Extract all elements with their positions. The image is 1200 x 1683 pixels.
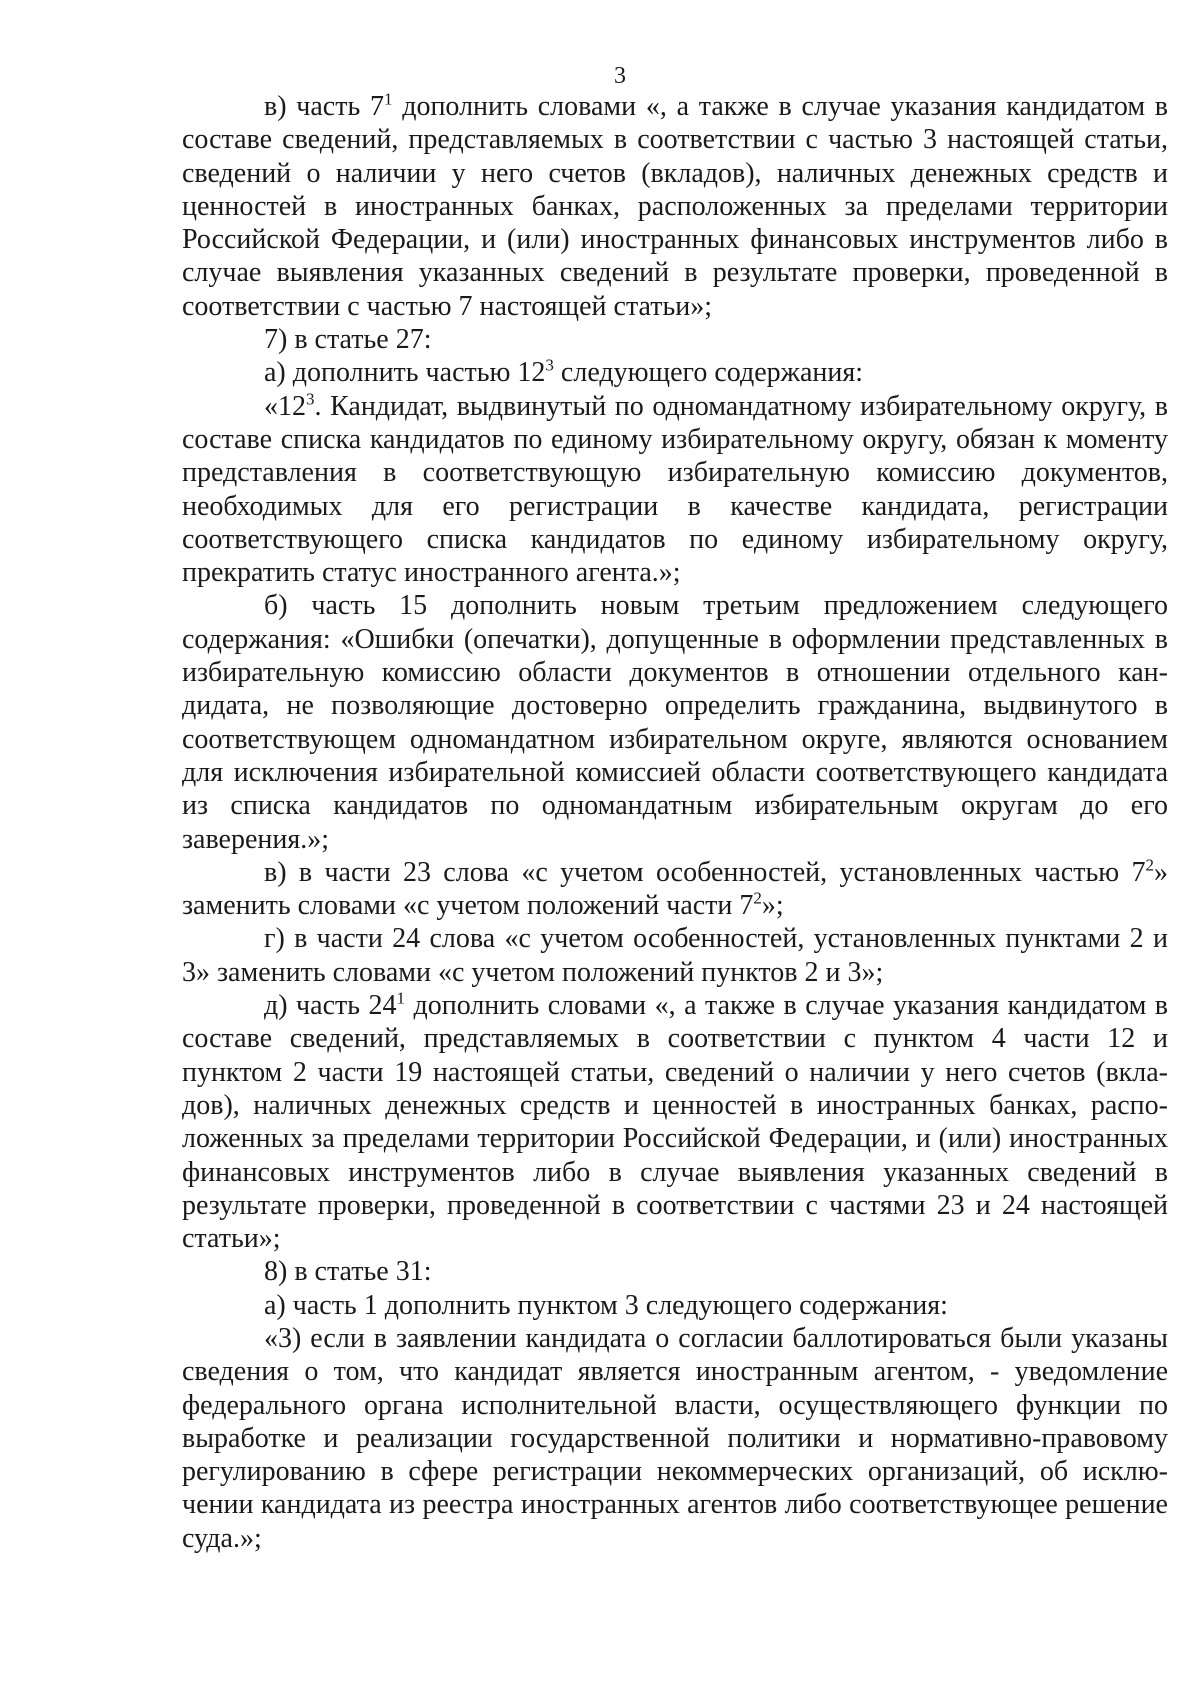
superscript: 2 [753, 888, 762, 908]
text-run: «12 [264, 390, 306, 422]
text-run: в) в части 23 слова «с учетом особенностей, установленных частью 7 [264, 856, 1146, 888]
text-run: г) в части 24 слова «с учетом особенностей, установленных пунктами 2 и 3» заменить словами «с учетом положений пунктов 2 и 3»; [182, 923, 1168, 988]
text-run: д) часть 24 [264, 990, 397, 1022]
text-run: 7) в статье 27: [264, 324, 432, 356]
document-body [182, 90, 1168, 1555]
paragraph-p4 [182, 390, 1168, 590]
text-run: б) часть 15 дополнить новым третьим предложением следующего содержания: «Ошибки (опечатки), допущенные в оформлении представленных в избирательную комиссию области документов в отношении отдельного кандидата, не позволяющие достоверно определить гражданина, выдвинутого в соответствующем одномандатном избирательном округе, являются основанием для исключения избирательной комиссией области соответствующего кандидата из списка кандидатов по одномандатным избирательным округам до его заверения.»; [182, 590, 1168, 855]
paragraph-p1 [182, 90, 1168, 323]
text-run: 8) в статье 31: [264, 1256, 432, 1288]
superscript: 3 [306, 389, 315, 409]
text-run: дополнить словами «, а также в случае указания кандидатом в составе сведений, представляемых в соответствии с частью 3 настоящей статьи, сведений о наличии у него счетов (вкладов), наличных денежных средств и ценностей в иностранных банках, расположенных за пределами территории Российской Федерации, и (или) иностранных финансовых инструментов либо в случае выявления указанных сведений в результате проверки, проведенной в соответствии с частью 7 настоящей статьи»; [182, 91, 1168, 322]
page-number: 3 [614, 63, 626, 89]
text-run: а) дополнить частью 12 [264, 357, 546, 389]
paragraph-p2 [182, 323, 1168, 356]
superscript: 2 [1145, 855, 1154, 875]
paragraph-p3 [182, 356, 1168, 389]
text-run: следующего содержания: [553, 357, 864, 389]
paragraph-p7 [182, 922, 1168, 989]
superscript: 1 [383, 89, 393, 109]
text-run: »; [761, 890, 784, 922]
text-run: . Кандидат, выдвинутый по одномандатному избирательному округу, в составе списка кандидатов по единому избирательному округу, обязан к моменту представления в соответствующую избирательную комиссию документов, необходимых для его регистрации в качестве кандидата, регистрации соответствующего списка кандидатов по единому избирательному округу, прекратить статус иностранного агента.»; [182, 390, 1168, 589]
superscript: 3 [545, 355, 554, 375]
text-run: дополнить словами «, а также в случае указания кандидатом в составе сведений, представляемых в соответствии с пунктом 4 части 12 и пунктом 2 части 19 настоящей статьи, сведений о наличии у него счетов (вкладов), наличных денежных средств и ценностей в иностранных банках, расположенных за пределами территории Российской Федерации, и (или) иностранных финансовых инструментов либо в случае выявления указанных сведений в результате проверки, проведенной в соответствии с частями 23 и 24 настоящей статьи»; [182, 990, 1168, 1255]
text-run: а) часть 1 дополнить пунктом 3 следующего содержания: [264, 1289, 948, 1321]
paragraph-p8 [182, 989, 1168, 1255]
paragraph-p6 [182, 856, 1168, 923]
text-run: в) часть 7 [264, 91, 384, 122]
paragraph-p10 [182, 1289, 1168, 1322]
text-run: «3) если в заявлении кандидата о согласии баллотироваться были указаны сведения о том, что кандидат является иностранным агентом, - уведомление федерального органа исполнительной власти, осуществляющего функции по выработке и реализации государственной политики и нормативно-правовому регулированию в сфере регистрации некоммерческих организаций, об исключении кандидата из реестра иностранных агентов либо соответствующее решение суда.»; [182, 1322, 1168, 1554]
paragraph-p5 [182, 589, 1168, 855]
paragraph-p11 [182, 1322, 1168, 1555]
superscript: 1 [396, 988, 405, 1008]
paragraph-p9 [182, 1255, 1168, 1288]
text-run: » заменить словами «с учетом положений части 7 [182, 856, 1168, 922]
